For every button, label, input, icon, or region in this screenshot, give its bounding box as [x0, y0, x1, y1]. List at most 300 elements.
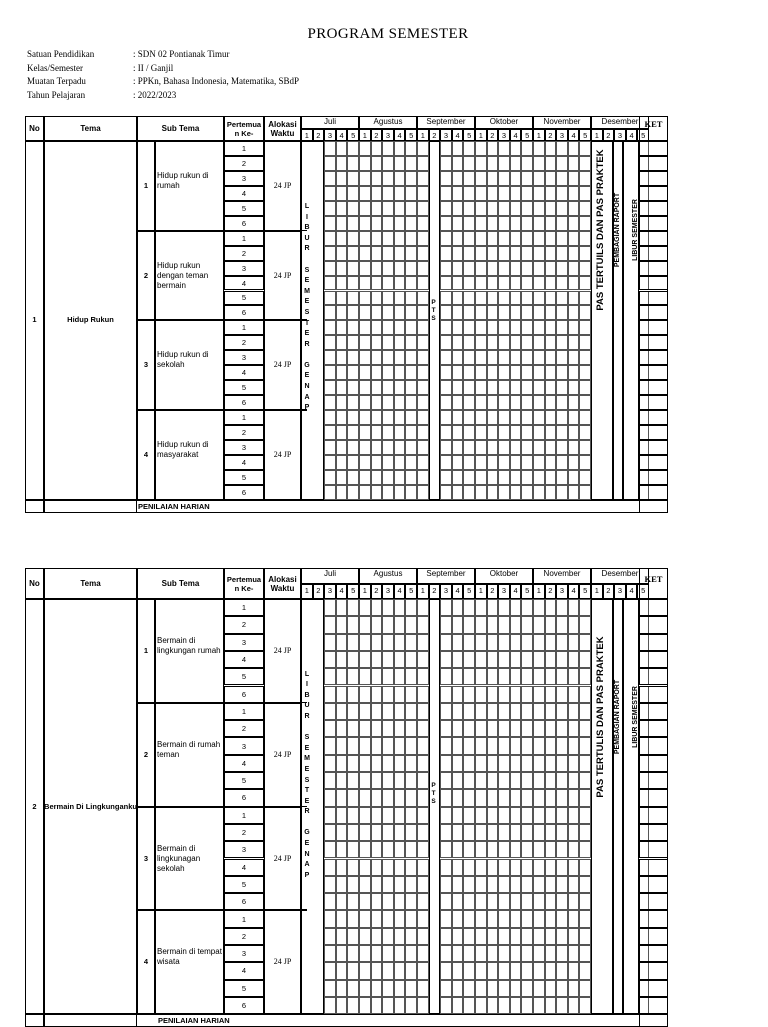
week-slot — [371, 335, 383, 350]
week-slot — [510, 807, 522, 824]
week-slot — [359, 141, 371, 156]
week-slot — [556, 737, 568, 754]
week-slot — [405, 171, 417, 186]
week-slot — [556, 261, 568, 276]
week-slot — [498, 246, 510, 261]
week-slot — [359, 246, 371, 261]
week-slot — [521, 755, 533, 772]
subtema-divider — [264, 806, 307, 808]
week-slot — [452, 634, 464, 651]
week-slot — [440, 616, 452, 633]
week-slot — [475, 395, 487, 410]
week-slot — [394, 789, 406, 806]
week-slot — [394, 928, 406, 945]
week-slot — [487, 171, 499, 186]
week-slot — [440, 291, 452, 306]
week-slot — [463, 395, 475, 410]
week-slot — [417, 668, 429, 685]
week-slot — [510, 928, 522, 945]
header-pertemuan-line1: Pertemua — [226, 574, 262, 584]
week-slot — [324, 201, 336, 216]
week-slot — [556, 156, 568, 171]
week-slot — [347, 380, 359, 395]
week-slot — [521, 156, 533, 171]
header-tema: Tema — [80, 123, 101, 133]
week-slot — [452, 755, 464, 772]
week-slot — [382, 841, 394, 858]
week-slot — [405, 686, 417, 703]
week-slot — [382, 201, 394, 216]
week-slot — [533, 485, 545, 500]
week-slot — [371, 186, 383, 201]
week-slot — [452, 320, 464, 335]
libur-letter: R — [304, 245, 310, 253]
week-slot — [394, 305, 406, 320]
week-slot — [359, 276, 371, 291]
week-number: 1 — [536, 585, 541, 595]
week-slot — [382, 668, 394, 685]
week-slot — [359, 807, 371, 824]
week-slot — [371, 455, 383, 470]
week-slot — [405, 186, 417, 201]
week-slot — [579, 320, 591, 335]
week-slot — [417, 231, 429, 246]
week-slot — [417, 320, 429, 335]
week-slot — [347, 772, 359, 789]
week-slot — [359, 893, 371, 910]
week-slot — [452, 440, 464, 455]
week-slot — [487, 455, 499, 470]
header-alokasi-line2: Waktu — [270, 583, 295, 593]
ket-cell — [639, 246, 668, 261]
week-slot — [533, 141, 545, 156]
week-slot — [533, 616, 545, 633]
libur-letter: T — [304, 787, 310, 795]
week-slot — [394, 350, 406, 365]
meeting-number: 4 — [241, 278, 247, 288]
week-slot — [545, 651, 557, 668]
libur-letter: U — [304, 702, 310, 710]
week-slot — [382, 737, 394, 754]
subtema-name: Bermain di lingkunagan sekolah — [157, 843, 201, 873]
week-slot — [347, 634, 359, 651]
week-slot — [521, 320, 533, 335]
week-slot — [347, 291, 359, 306]
week-slot — [382, 395, 394, 410]
week-slot — [336, 893, 348, 910]
week-number: 3 — [501, 130, 507, 140]
week-slot — [487, 141, 499, 156]
subtema-divider — [264, 230, 307, 232]
week-slot — [394, 893, 406, 910]
week-slot — [521, 789, 533, 806]
week-slot — [463, 737, 475, 754]
week-slot — [324, 807, 336, 824]
week-slot — [417, 859, 429, 876]
libur-letter: R — [304, 808, 310, 816]
libur-letter: S — [304, 308, 310, 316]
week-slot — [533, 216, 545, 231]
week-number: 3 — [443, 130, 449, 140]
week-slot — [545, 186, 557, 201]
week-slot — [498, 945, 510, 962]
libur-letter: E — [304, 744, 310, 752]
week-slot — [498, 910, 510, 927]
week-slot — [336, 876, 348, 893]
week-slot — [556, 651, 568, 668]
week-slot — [417, 395, 429, 410]
meeting-number: 3 — [241, 263, 247, 273]
week-slot — [579, 485, 591, 500]
week-slot — [359, 824, 371, 841]
week-slot — [359, 789, 371, 806]
meeting-number: 1 — [241, 233, 247, 243]
week-slot — [498, 365, 510, 380]
week-slot — [440, 276, 452, 291]
week-slot — [475, 440, 487, 455]
week-slot — [336, 807, 348, 824]
week-slot — [487, 789, 499, 806]
pts-letter: P — [431, 298, 436, 306]
week-slot — [336, 186, 348, 201]
week-slot — [359, 910, 371, 927]
week-slot — [336, 634, 348, 651]
week-slot — [394, 320, 406, 335]
week-slot — [417, 350, 429, 365]
penilaian-ket-cell — [639, 500, 668, 513]
week-slot — [324, 425, 336, 440]
week-slot — [440, 335, 452, 350]
week-slot — [545, 350, 557, 365]
libur-semester-genap-vertical — [302, 202, 312, 414]
week-slot — [347, 201, 359, 216]
week-slot — [521, 470, 533, 485]
week-slot — [371, 962, 383, 979]
ket-cell — [639, 335, 668, 350]
week-slot — [394, 440, 406, 455]
week-slot — [405, 737, 417, 754]
week-slot — [336, 305, 348, 320]
week-slot — [452, 276, 464, 291]
week-slot — [475, 893, 487, 910]
week-number: 4 — [513, 130, 518, 140]
week-slot — [579, 231, 591, 246]
libur-semester-genap-vertical — [302, 670, 312, 882]
week-slot — [324, 455, 336, 470]
week-number: 1 — [420, 130, 425, 140]
week-slot — [475, 789, 487, 806]
week-slot — [475, 261, 487, 276]
week-slot — [405, 997, 417, 1014]
week-slot — [521, 305, 533, 320]
week-slot — [347, 141, 359, 156]
penilaian-harian-label: PENILAIAN HARIAN — [158, 1016, 230, 1026]
week-slot — [545, 305, 557, 320]
libur-letter: B — [304, 224, 310, 232]
week-slot — [359, 668, 371, 685]
week-slot — [371, 841, 383, 858]
week-slot — [405, 141, 417, 156]
week-slot — [487, 246, 499, 261]
week-number: 2 — [316, 130, 321, 140]
week-slot — [417, 616, 429, 633]
week-slot — [568, 720, 580, 737]
week-slot — [324, 651, 336, 668]
week-slot — [336, 141, 348, 156]
week-slot — [324, 470, 336, 485]
week-slot — [463, 824, 475, 841]
week-slot — [568, 807, 580, 824]
week-slot — [347, 668, 359, 685]
week-slot — [382, 928, 394, 945]
week-slot — [521, 980, 533, 997]
week-slot — [510, 350, 522, 365]
libur-letter — [306, 255, 308, 266]
week-slot — [371, 928, 383, 945]
week-slot — [324, 824, 336, 841]
week-slot — [521, 350, 533, 365]
week-slot — [533, 824, 545, 841]
week-slot — [324, 440, 336, 455]
week-slot — [347, 893, 359, 910]
week-slot — [405, 755, 417, 772]
week-slot — [417, 410, 429, 425]
week-slot — [359, 876, 371, 893]
week-slot — [545, 231, 557, 246]
month-label: Agustus — [373, 117, 403, 126]
week-slot — [324, 186, 336, 201]
subtema-divider — [264, 1013, 307, 1015]
week-slot — [347, 807, 359, 824]
meeting-number: 5 — [241, 472, 247, 482]
meeting-number: 2 — [241, 620, 247, 630]
week-slot — [463, 772, 475, 789]
week-slot — [568, 485, 580, 500]
week-slot — [417, 824, 429, 841]
week-slot — [498, 395, 510, 410]
week-slot — [394, 651, 406, 668]
week-slot — [533, 276, 545, 291]
week-slot — [533, 928, 545, 945]
week-slot — [487, 410, 499, 425]
week-slot — [579, 380, 591, 395]
week-slot — [417, 156, 429, 171]
week-slot — [405, 365, 417, 380]
week-slot — [405, 928, 417, 945]
week-slot — [463, 807, 475, 824]
week-slot — [579, 876, 591, 893]
week-slot — [487, 335, 499, 350]
week-slot — [498, 485, 510, 500]
week-slot — [545, 380, 557, 395]
week-slot — [533, 599, 545, 616]
week-number: 1 — [362, 130, 367, 140]
week-slot — [510, 755, 522, 772]
week-slot — [359, 720, 371, 737]
week-slot — [521, 201, 533, 216]
week-slot — [533, 841, 545, 858]
week-slot — [533, 686, 545, 703]
week-slot — [545, 395, 557, 410]
week-slot — [521, 276, 533, 291]
week-slot — [440, 755, 452, 772]
week-slot — [545, 841, 557, 858]
week-slot — [475, 928, 487, 945]
week-slot — [394, 365, 406, 380]
week-slot — [556, 859, 568, 876]
week-slot — [521, 455, 533, 470]
week-slot — [487, 668, 499, 685]
week-slot — [336, 261, 348, 276]
week-slot — [463, 246, 475, 261]
meeting-number: 2 — [241, 724, 247, 734]
week-slot — [440, 350, 452, 365]
tema-name: Hidup Rukun — [67, 315, 114, 325]
week-slot — [545, 876, 557, 893]
week-number: 5 — [525, 585, 530, 595]
week-slot — [510, 841, 522, 858]
week-slot — [394, 910, 406, 927]
week-number: 1 — [478, 585, 483, 595]
week-slot — [440, 380, 452, 395]
week-slot — [382, 789, 394, 806]
ket-cell — [639, 350, 668, 365]
week-slot — [475, 980, 487, 997]
week-slot — [371, 737, 383, 754]
week-slot — [336, 962, 348, 979]
week-slot — [579, 201, 591, 216]
week-slot — [545, 997, 557, 1014]
week-slot — [417, 651, 429, 668]
week-slot — [579, 141, 591, 156]
week-slot — [545, 807, 557, 824]
week-slot — [382, 365, 394, 380]
meeting-number: 4 — [241, 188, 247, 198]
week-slot — [475, 350, 487, 365]
week-slot — [347, 928, 359, 945]
week-slot — [463, 216, 475, 231]
week-slot — [568, 305, 580, 320]
week-slot — [382, 410, 394, 425]
week-slot — [556, 720, 568, 737]
week-slot — [579, 910, 591, 927]
week-slot — [568, 703, 580, 720]
week-slot — [417, 216, 429, 231]
libur-letter: A — [304, 393, 310, 401]
week-slot — [545, 216, 557, 231]
ket-cell — [639, 201, 668, 216]
week-slot — [579, 703, 591, 720]
week-slot — [359, 945, 371, 962]
week-slot — [556, 216, 568, 231]
meeting-number: 1 — [241, 706, 247, 716]
week-slot — [394, 634, 406, 651]
week-slot — [324, 320, 336, 335]
pts-column — [429, 599, 441, 1014]
week-slot — [498, 350, 510, 365]
ket-cell — [639, 928, 668, 945]
meeting-number: 5 — [241, 983, 247, 993]
week-slot — [405, 772, 417, 789]
week-slot — [347, 455, 359, 470]
week-slot — [347, 703, 359, 720]
week-slot — [440, 156, 452, 171]
week-number: 2 — [548, 585, 553, 595]
week-slot — [556, 246, 568, 261]
week-slot — [498, 470, 510, 485]
week-slot — [324, 410, 336, 425]
week-slot — [382, 634, 394, 651]
ket-cell — [639, 141, 668, 156]
week-slot — [440, 737, 452, 754]
week-slot — [440, 440, 452, 455]
header-alokasi-line2: Waktu — [270, 128, 295, 138]
week-slot — [475, 962, 487, 979]
libur-letter: R — [304, 340, 310, 348]
week-slot — [498, 291, 510, 306]
week-slot — [394, 703, 406, 720]
week-slot — [463, 859, 475, 876]
week-slot — [463, 440, 475, 455]
week-slot — [405, 440, 417, 455]
week-slot — [475, 772, 487, 789]
week-slot — [498, 634, 510, 651]
week-slot — [545, 616, 557, 633]
week-slot — [556, 335, 568, 350]
week-slot — [556, 841, 568, 858]
week-slot — [556, 350, 568, 365]
week-slot — [556, 980, 568, 997]
week-slot — [347, 824, 359, 841]
week-slot — [394, 231, 406, 246]
week-slot — [545, 720, 557, 737]
week-slot — [510, 859, 522, 876]
week-slot — [579, 186, 591, 201]
week-slot — [545, 824, 557, 841]
week-slot — [510, 380, 522, 395]
week-slot — [545, 201, 557, 216]
meeting-number: 1 — [241, 914, 247, 924]
tema-name: Bermain Di Lingkunganku — [44, 801, 137, 811]
week-slot — [533, 651, 545, 668]
week-slot — [568, 651, 580, 668]
header-no: No — [29, 123, 40, 133]
month-label: Juli — [323, 569, 336, 578]
week-slot — [394, 980, 406, 997]
week-slot — [336, 945, 348, 962]
week-slot — [405, 616, 417, 633]
week-slot — [533, 320, 545, 335]
week-slot — [405, 876, 417, 893]
week-slot — [371, 380, 383, 395]
week-slot — [463, 261, 475, 276]
week-slot — [359, 171, 371, 186]
week-slot — [533, 755, 545, 772]
week-slot — [336, 320, 348, 335]
week-slot — [510, 216, 522, 231]
week-slot — [510, 156, 522, 171]
week-slot — [463, 231, 475, 246]
week-slot — [359, 599, 371, 616]
week-slot — [568, 171, 580, 186]
week-slot — [568, 291, 580, 306]
week-slot — [324, 305, 336, 320]
meeting-number: 6 — [241, 487, 247, 497]
week-slot — [440, 859, 452, 876]
week-slot — [579, 440, 591, 455]
ket-cell — [639, 365, 668, 380]
week-slot — [487, 910, 499, 927]
